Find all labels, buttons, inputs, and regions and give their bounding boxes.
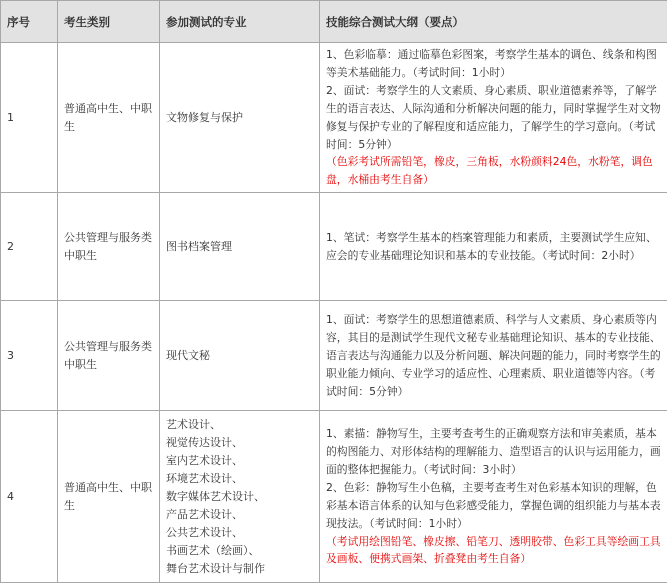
row-no: 4 — [1, 411, 58, 583]
major-item: 视觉传达设计、 — [166, 434, 318, 452]
major-item: 数字媒体艺术设计、 — [166, 488, 318, 506]
row-outline — [320, 301, 667, 411]
outline-item: 2、色彩：静物写生小色稿，主要考查考生对色彩基本知识的理解，色彩基本语言体系的认知与色彩感受能力，掌握色调的组织能力与基本表现技法。（考试时间：1小时） — [326, 479, 661, 533]
row-no: 1 — [1, 43, 58, 193]
header-outline: 技能综合测试大纲（要点） — [320, 1, 667, 43]
row-outline — [320, 411, 667, 583]
outline-item: 1、笔试：考察学生基本的档案管理能力和素质，主要测试学生应知、应会的专业基础理论知识和基本的专业技能。（考试时间：2小时） — [326, 229, 661, 265]
row-major: 文物修复与保护 — [160, 43, 320, 193]
header-no: 序号 — [1, 1, 58, 43]
row-outline — [320, 193, 667, 301]
major-item: 室内艺术设计、 — [166, 452, 318, 470]
row-candidate-type: 公共管理与服务类中职生 — [58, 301, 160, 411]
row-major: 现代文秘 — [160, 301, 320, 411]
header-major: 参加测试的专业 — [160, 1, 320, 43]
header-candidate-type: 考生类别 — [58, 1, 160, 43]
table-row — [1, 411, 667, 583]
row-major: 图书档案管理 — [160, 193, 320, 301]
major-item: 环境艺术设计、 — [166, 470, 318, 488]
table-header-row — [1, 1, 667, 43]
outline-item: 1、色彩临摹：通过临摹色彩图案，考察学生基本的调色、线条和构图等美术基础能力。（考试时间：1小时） — [326, 46, 661, 82]
table-row — [1, 193, 667, 301]
major-item: 公共艺术设计、 — [166, 524, 318, 542]
outline-item: 2、面试：考察学生的人文素质、身心素质、职业道德素养等，了解学生的语言表达、人际沟通和分析解决问题的能力，同时掌握学生对文物修复与保护专业的了解程度和适应能力，了解学生的学习意向。（考试时间：5分钟） — [326, 82, 661, 154]
supplies-note: （色彩考试所需铅笔，橡皮，三角板，水粉颜料24色，水粉笔，调色盘，水桶由考生自备） — [326, 153, 661, 189]
major-item: 书画艺术（绘画）、 — [166, 542, 318, 560]
supplies-note: （考试用绘图铅笔、橡皮擦、铅笔刀、透明胶带、色彩工具等绘画工具及画板、便携式画架、折叠凳由考生自备） — [326, 533, 661, 569]
outline-item: 1、素描：静物写生，主要考查考生的正确观察方法和审美素质，基本的构图能力、对形体结构的理解能力、造型语言的认识与运用能力，画面的整体把握能力。（考试时间：3小时） — [326, 425, 661, 479]
row-majors — [160, 411, 320, 583]
table-row — [1, 301, 667, 411]
row-candidate-type: 普通高中生、中职生 — [58, 411, 160, 583]
major-item: 艺术设计、 — [166, 416, 318, 434]
row-outline — [320, 43, 667, 193]
row-no: 2 — [1, 193, 58, 301]
major-item: 舞台艺术设计与制作 — [166, 560, 318, 578]
row-candidate-type: 普通高中生、中职生 — [58, 43, 160, 193]
outline-item: 1、面试：考察学生的思想道德素质、科学与人文素质、身心素质等内容，其目的是测试学生现代文秘专业基础理论知识、基本的专业技能、语言表达与沟通能力以及分析问题、解决问题的能力，同时考察学生的职业能力倾向、专业学习的适应性、心理素质、职业道德等内容。（考试时间：5分钟） — [326, 311, 661, 401]
major-item: 产品艺术设计、 — [166, 506, 318, 524]
table-row — [1, 43, 667, 193]
row-no: 3 — [1, 301, 58, 411]
row-candidate-type: 公共管理与服务类中职生 — [58, 193, 160, 301]
